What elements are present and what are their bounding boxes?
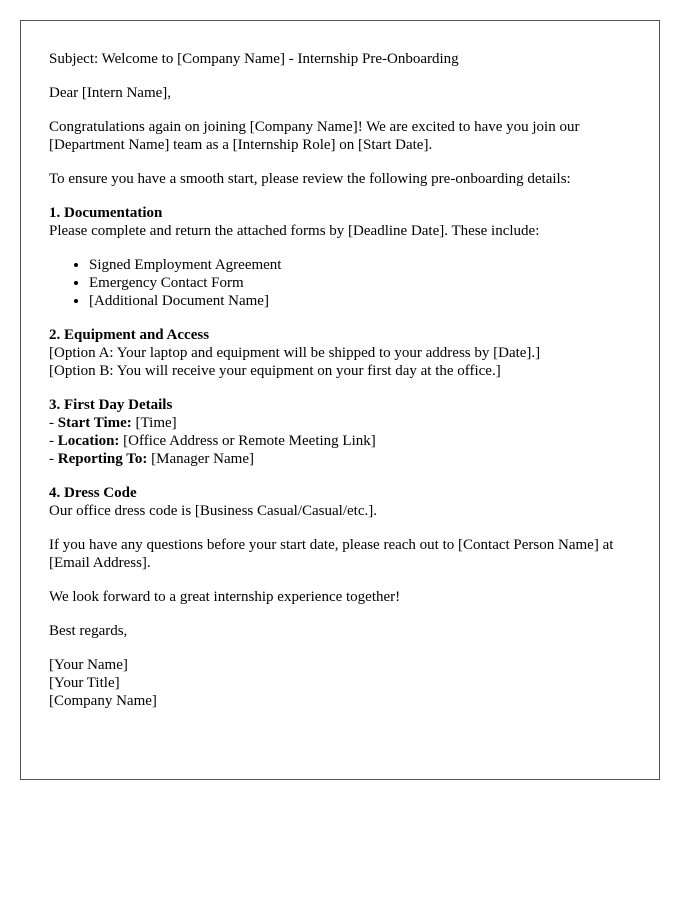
dash-prefix: - — [49, 451, 58, 467]
questions-paragraph: If you have any questions before your start date, please reach out to [Contact Person Name] at [Email Address]. — [49, 537, 614, 571]
dash-prefix: - — [49, 415, 58, 431]
signature-name: [Your Name] — [49, 657, 128, 673]
look-forward-paragraph: We look forward to a great internship experience together! — [49, 589, 401, 605]
documentation-section — [49, 204, 631, 310]
reporting-value: [Manager Name] — [147, 451, 254, 467]
list-item: • Emergency Contact Form — [89, 274, 631, 292]
salutation: Dear [Intern Name], — [49, 85, 172, 101]
signature-company: [Company Name] — [49, 693, 157, 709]
location-value: [Office Address or Remote Meeting Link] — [119, 433, 376, 449]
equipment-heading: 2. Equipment and Access — [49, 327, 210, 343]
documentation-heading: 1. Documentation — [49, 205, 163, 221]
reporting-label: Reporting To: — [57, 451, 148, 467]
location-line — [49, 432, 631, 450]
dash-prefix: - — [49, 433, 58, 449]
equipment-section — [49, 326, 631, 380]
equipment-option-b: [Option B: You will receive your equipment on your first day at the office.] — [49, 363, 501, 379]
equipment-option-a: [Option A: Your laptop and equipment will be shipped to your address by [Date].] — [49, 345, 541, 361]
signature-title: [Your Title] — [49, 675, 120, 691]
reporting-line — [49, 450, 631, 468]
letter-container — [20, 20, 660, 780]
dress-code-text: Our office dress code is [Business Casual/Casual/etc.]. — [49, 503, 377, 519]
location-label: Location: — [57, 433, 120, 449]
first-day-section — [49, 396, 631, 468]
list-item: • [Additional Document Name] — [89, 292, 631, 310]
dress-code-heading: 4. Dress Code — [49, 485, 137, 501]
first-day-heading: 3. First Day Details — [49, 397, 173, 413]
documentation-text: Please complete and return the attached forms by [Deadline Date]. These include: — [49, 223, 540, 239]
intro-paragraph: Congratulations again on joining [Company Name]! We are excited to have you join our [Department Name] team as a [Internship Role] on [Start Date]. — [49, 119, 580, 153]
dress-code-section — [49, 484, 631, 520]
closing: Best regards, — [49, 623, 128, 639]
subject-line: Subject: Welcome to [Company Name] - Internship Pre-Onboarding — [49, 51, 459, 67]
signature-block — [49, 656, 631, 710]
start-time-label: Start Time: — [57, 415, 132, 431]
start-time-line — [49, 414, 631, 432]
list-item: • Signed Employment Agreement — [89, 256, 631, 274]
documentation-list — [49, 256, 631, 310]
smooth-start-paragraph: To ensure you have a smooth start, please review the following pre-onboarding details: — [49, 171, 571, 187]
start-time-value: [Time] — [131, 415, 177, 431]
